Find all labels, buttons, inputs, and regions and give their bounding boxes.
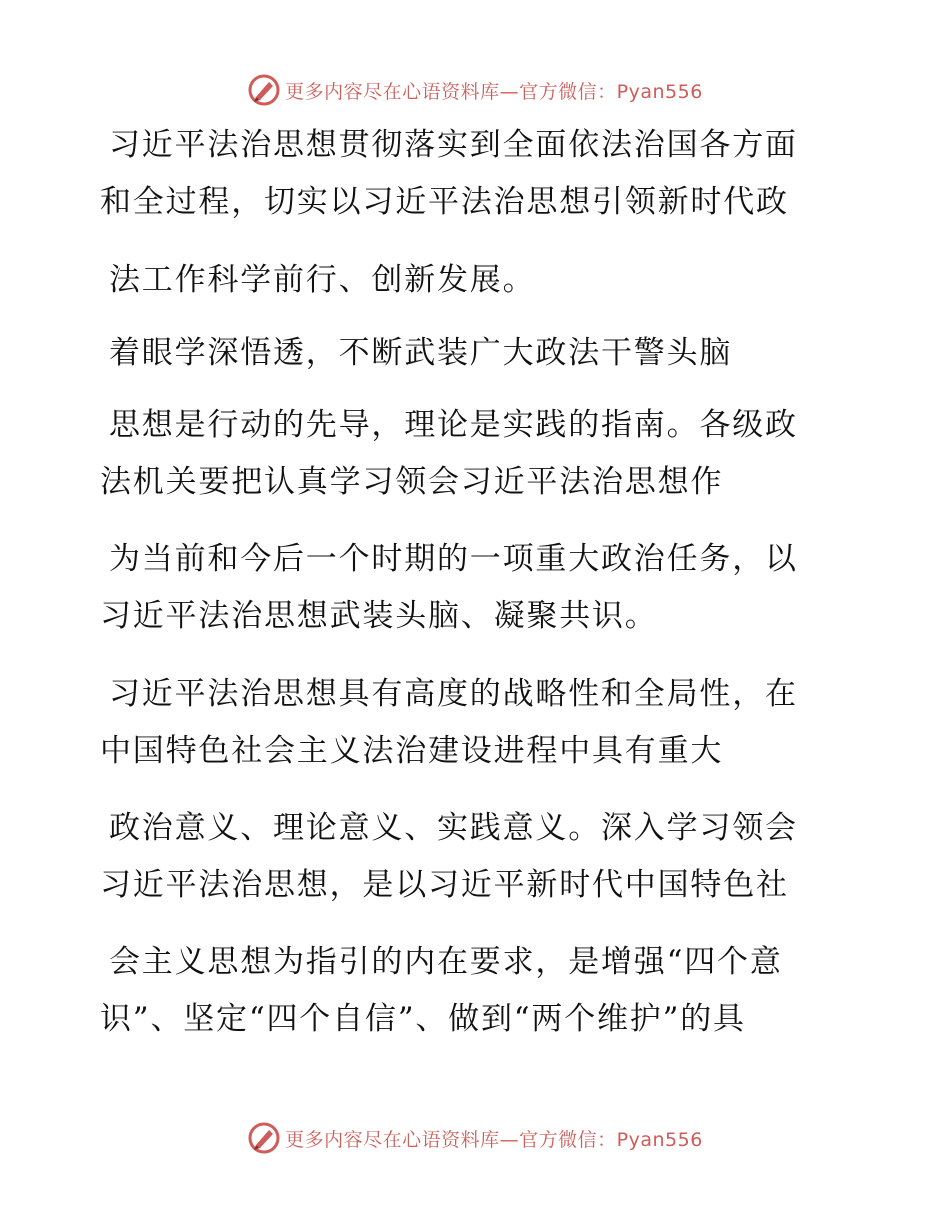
text-line: 着眼学深悟透，不断武装广大政法干警头脑 — [109, 335, 733, 371]
text-line: 思想是行动的先导，理论是实践的指南。各级政 — [109, 407, 798, 443]
text-line: 和全过程，切实以习近平法治思想引领新时代政 — [100, 184, 789, 220]
watermark-text: 更多内容尽在心语资料库—官方微信：Pyan556 — [285, 80, 703, 103]
header-watermark — [0, 70, 950, 110]
watermark-text: 更多内容尽在心语资料库—官方微信：Pyan556 — [285, 1128, 703, 1151]
text-line: 习近平法治思想贯彻落实到全面依法治国各方面 — [109, 127, 798, 163]
text-line: 法机关要把认真学习领会习近平法治思想作 — [100, 464, 724, 500]
text-line: 习近平法治思想武装头脑、凝聚共识。 — [100, 598, 658, 634]
text-line: 识”、坚定“四个自信”、做到“两个维护”的具 — [100, 1001, 746, 1037]
text-line: 为当前和今后一个时期的一项重大政治任务，以 — [109, 541, 798, 577]
text-line: 会主义思想为指引的内在要求，是增强“四个意 — [109, 944, 783, 980]
pen-seal-icon — [247, 1121, 281, 1155]
pen-seal-icon — [247, 73, 281, 107]
text-line: 习近平法治思想，是以习近平新时代中国特色社 — [100, 867, 789, 903]
footer-watermark — [0, 1118, 950, 1158]
text-line: 习近平法治思想具有高度的战略性和全局性，在 — [109, 676, 798, 712]
text-line: 法工作科学前行、创新发展。 — [109, 262, 536, 298]
text-line: 政治意义、理论意义、实践意义。深入学习领会 — [109, 810, 798, 846]
text-line: 中国特色社会主义法治建设进程中具有重大 — [100, 733, 724, 769]
